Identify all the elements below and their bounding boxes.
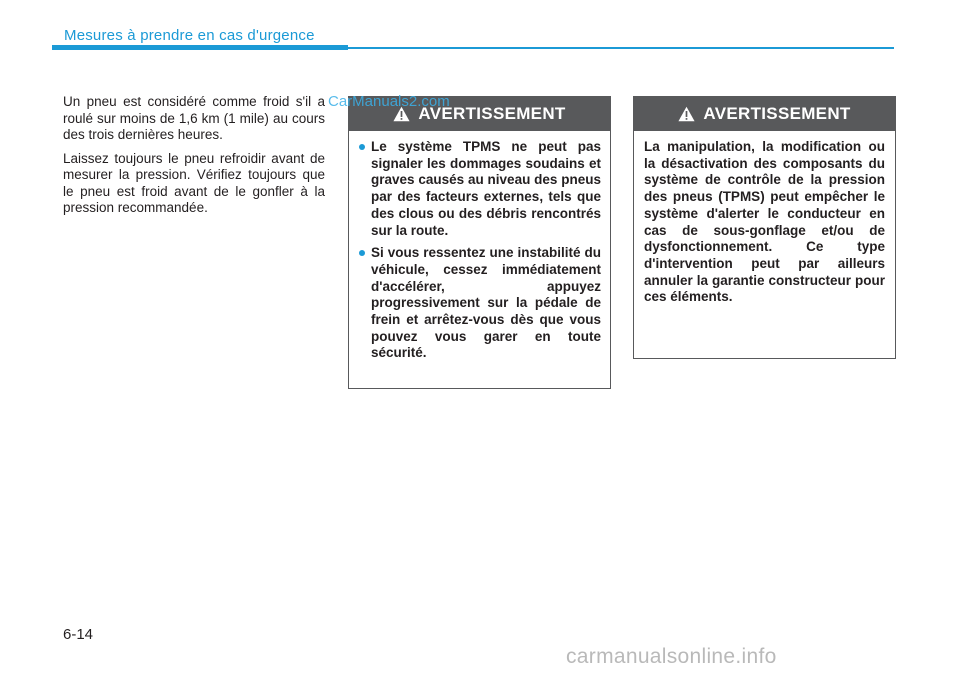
body-paragraph: Un pneu est considéré comme froid s'il a roulé sur moins de 1,6 km (1 mile) au cours des trois dernières heures. bbox=[63, 94, 325, 142]
body-text-column bbox=[63, 94, 325, 224]
warning-header bbox=[634, 97, 895, 131]
body-paragraph: Laissez toujours le pneu refroidir avant de mesurer la pression. Vérifiez toujours que le pneu est froid avant de le gonfler à la pression recommandée. bbox=[63, 150, 325, 215]
warning-item: Le système TPMS ne peut pas signaler les dommages soudains et graves causés au niveau des pneus par des facteurs externes, tels que des clous ou des débris rencontrés sur la route. bbox=[371, 139, 601, 238]
watermark-top: CarManuals2.com bbox=[328, 93, 450, 110]
header-rule-accent bbox=[52, 45, 348, 50]
header-rule bbox=[348, 47, 894, 49]
warning-content bbox=[634, 131, 895, 306]
watermark-bottom: carmanualsonline.info bbox=[566, 645, 777, 668]
section-title: Mesures à prendre en cas d'urgence bbox=[64, 27, 315, 44]
page-number: 6-14 bbox=[63, 626, 94, 643]
warning-list bbox=[371, 139, 601, 362]
warning-triangle-icon bbox=[678, 106, 695, 122]
warning-box-tpms-tampering bbox=[633, 96, 896, 359]
warning-box-tpms-limits bbox=[348, 96, 611, 389]
warning-title: AVERTISSEMENT bbox=[703, 104, 851, 123]
warning-item: Si vous ressentez une instabilité du véhicule, cessez immédiatement d'accélérer, appuyez progressivement sur la pédale de frein et arrêtez-vous dès que vous pouvez vous garer en toute sécurité. bbox=[371, 245, 601, 361]
warning-title: AVERTISSEMENT bbox=[418, 104, 566, 123]
warning-text: La manipulation, la modification ou la désactivation des composants du système de contrôle de la pression des pneus (TPMS) peut empêcher le système d'alerter le conducteur en cas de sous-gonflage et/ou de dysfonctionnement. Ce type d'intervention peut par ailleurs annuler la garantie constructeur pour ces éléments. bbox=[644, 139, 885, 305]
warning-content bbox=[349, 131, 610, 362]
